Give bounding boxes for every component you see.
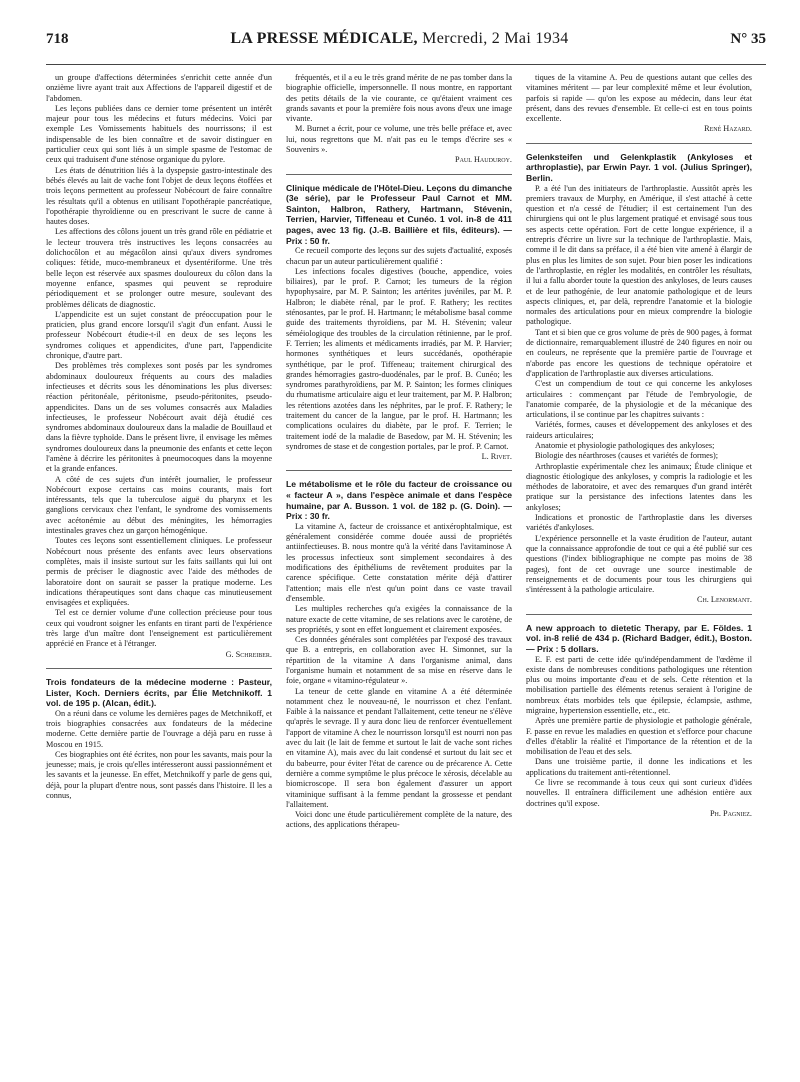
- column-1: [46, 73, 272, 831]
- issue-date: Mercredi, 2 Mai 1934: [422, 30, 569, 47]
- paragraph: Indications et pronostic de l'arthroplastie dans les diverses variétés d'ankyloses.: [526, 513, 752, 533]
- paragraph: tiques de la vitamine A. Peu de questions autant que celles des vitamines méritent — par leur complexité même et leur évolution, parfois si rapide — qu'on les expose au médecin, dans leur état présent, dans des revues d'ensemble. Et celle-ci est en tous points excellente.: [526, 73, 752, 124]
- paragraph: Voici donc une étude particulièrement complète de la nature, des actions, des applications thérapeu-: [286, 810, 512, 830]
- review-separator: [526, 614, 752, 615]
- paragraph: un groupe d'affections déterminées s'enrichit cette année d'un onzième livre ayant trait aux Affections de l'appareil digestif et de l'abdomen.: [46, 73, 272, 103]
- review-separator: [286, 470, 512, 471]
- review-signature: Paul Hauduroy.: [454, 155, 512, 165]
- paragraph: A côté de ces sujets d'un intérêt journalier, le professeur Nobécourt expose certains cas moins courants, mais fort intéressants, tels que la tuberculose aiguë du pharynx et les ganglions cervicaux chez l'enfant, le syndrome des vomissements avec acétonémie au début des méningites, les hémorragies intestinales graves chez un garçon hémogénique.: [46, 474, 272, 536]
- paragraph: Dans une troisième partie, il donne les indications et les applications du traitement anti-rétentionnel.: [526, 757, 752, 777]
- columns: [46, 73, 766, 831]
- column-3: [526, 73, 752, 831]
- paragraph: Anatomie et physiologie pathologiques des ankyloses;: [535, 440, 715, 450]
- review-signature: L. Rivet.: [481, 452, 512, 462]
- review-separator: [286, 174, 512, 175]
- review-title: Le métabolisme et le rôle du facteur de croissance ou « facteur A », dans l'espèce animale et dans l'espèce humaine, par A. Busson. 1 vol. de 182 p. (G. Doin). — Prix : 30 fr.: [286, 479, 512, 522]
- paragraph: Arthroplastie expérimentale chez les animaux; Étude clinique et diagnostic étiologique des ankyloses, y compris la radiologie et les méthodes de laboratoire, et avec des remarques d'un grand intérêt pratique sur la persistance des infections latentes dans les ankyloses;: [526, 461, 752, 512]
- column-2: [286, 73, 512, 831]
- paragraph: Tant et si bien que ce gros volume de près de 900 pages, à format de dictionnaire, remarquablement illustré de 240 figures en noir ou en couleurs, ne représente que la première partie de l'ouvrage et n'aborde pas encore les questions de technique opératoire et d'application de l'arthroplastie aux diverses articulations.: [526, 327, 752, 378]
- paragraph: fréquentés, et il a eu le très grand mérite de ne pas tomber dans la biographie officielle, impersonnelle. Il nous montre, en rapportant des petits détails de la vie courante, ce qu'étaient vraiment ces grands savants et pour la première fois nous avons d'eux une image vivante.: [286, 73, 512, 124]
- paragraph: Ces données générales sont complétées par l'exposé des travaux que B. a entrepris, en collaboration avec H. Simonnet, sur la répartition de la vitamine A dans l'organisme animal, dans l'organisme humain et notamment de sa mise en réserve dans le foie, organe « vitamino-régulateur ».: [286, 635, 512, 686]
- journal-name: LA PRESSE MÉDICALE,: [230, 30, 418, 47]
- review-signature: G. Schreiber.: [225, 649, 272, 659]
- paragraph: M. Burnet a écrit, pour ce volume, une très belle préface et, avec lui, nous regrettons que M. n'ait pas eu le temps d'écrire ses « Souvenirs ».: [286, 124, 512, 155]
- paragraph: Les multiples recherches qu'a exigées la connaissance de la nature exacte de cette vitamine, de ses relations avec le carotène, de ses propriétés, y sont en effet longuement et clairement exposées.: [286, 604, 512, 634]
- issue-number: N° 35: [730, 31, 766, 47]
- review-signature: René Hazard.: [704, 124, 752, 134]
- paragraph: Les affections des côlons jouent un très grand rôle en pédiatrie et le lecteur trouvera très instructives les leçons consacrées au dolichocôlon et au mégacôlon ainsi qu'aux divers syndromes coliques: fétide, muco-membraneux et dysentériforme. Une très belle leçon est réservée aux spasmes douloureux du côlon dans la moyenne enfance, spasmes qui peuvent se reproduire périodiquement et se prolonger outre mesure, soulevant des problèmes délicats de diagnostic.: [46, 227, 272, 309]
- paragraph: Variétés, formes, causes et développement des ankyloses et des raideurs articulaires;: [526, 420, 752, 440]
- paragraph: L'expérience personnelle et la vaste érudition de l'auteur, autant que la connaissance approfondie de tout ce qui a été publié sur ces questions (l'index bibliographique ne compte pas moins de 38 pages), font de cet ouvrage une source inestimable de renseignements et de documents pour tous les chirurgiens qui s'intéressent à la pathologie articulaire.: [526, 533, 752, 595]
- review-signature: Ph. Pagniez.: [709, 808, 752, 818]
- review-separator: [526, 143, 752, 144]
- review-signature: Ch. Lenormant.: [696, 595, 752, 605]
- page-header: [46, 30, 766, 58]
- paragraph: Ce livre se recommande à tous ceux qui sont curieux d'idées nouvelles. Il entraînera difficilement une adhésion entière aux doctrines qu'il expose.: [526, 778, 752, 808]
- paragraph: La vitamine A, facteur de croissance et antixérophtalmique, est généralement considérée comme douée aussi de propriétés antiinfectieuses. B. nous montre qu'à la vérité dans l'avitaminose A les processus infectieux sont simplement secondaires à des modifications des épithéliums de revêtement produites par la carence spécifique. Cette constatation mérite déjà d'attirer l'attention; mais elle n'est qu'un point dans ce vaste travail d'ensemble.: [286, 521, 512, 603]
- paragraph: Les leçons publiées dans ce dernier tome présentent un intérêt majeur pour tous les médecins et futurs médecins. Voici par exemple Les Vomissements habituels des nourrissons; il est indispensable de les bien connaître et de savoir distinguer en particulier ceux qui sont liés à un simple spasme de l'estomac de ceux qui traduisent d'une sténose organique du pylore.: [46, 103, 272, 165]
- header-rule: [46, 64, 766, 65]
- paragraph: Des problèmes très complexes sont posés par les syndromes abdominaux douloureux fréquents au cours des maladies infectieuses et décrits sous les dénominations les plus diverses: réaction péritonéale, péritonisme, pseudo-péritonites, pseudo-appendicites. Dans un de ses volumes consacrés aux Maladies infectieuses, le professeur Nobécourt avait déjà étudié ces syndromes abdominaux douloureux dans la maladie de Bouillaud et dans la fièvre typhoïde. Dans le présent livre, il envisage les mêmes syndromes douloureux dans la pneumonie des enfants et cette leçon l'amène à décrire les péritonites à pneumocoques dans la moyenne et la grande enfances.: [46, 361, 272, 474]
- paragraph: Ces biographies ont été écrites, non pour les savants, mais pour la jeunesse; mais, je crois qu'elles intéresseront aussi passionnément et les savants et la jeunesse. En effet, Metchnikoff y parle de gens qui, déjà, pour la plupart d'entre nous, sont passés dans l'histoire. Il les a connus,: [46, 749, 272, 801]
- paragraph: L'appendicite est un sujet constant de préoccupation pour le praticien, plus grand encore lorsqu'il s'agit d'un enfant. Aussi le professeur Nobécourt étudie-t-il en deux de ses leçons les syndromes coliques et appendicites, d'une part, l'appendicite chronique, d'autre part.: [46, 309, 272, 361]
- paragraph: Biologie des néarthroses (causes et variétés de formes);: [535, 451, 719, 461]
- paragraph: P. a été l'un des initiateurs de l'arthroplastie. Aussitôt après les premiers travaux de Murphy, en Amérique, il s'est attaché à cette question et n'a cessé de l'étudier; il est certainement l'un des chirurgiens qui ont le plus largement pratiqué et envisagé sous tous ses aspects cette opération. Fort de cette longue expérience, il a entrepris d'écrire un livre sur la technique de l'arthroplastie. Mais, comme il le dit dans sa préface, il a été bien vite amené à élargir de plus en plus les limites de son sujet. Pour bien poser les indications de l'arthroplastie, en régler les modalités, en contrôler les résultats, il lui a fallu aborder toute la question des ankyloses, de leurs causes et de leur pathogénie, de leur anatomie pathologique et de leurs aspects cliniques, et, par delà, reprendre l'anatomie et la biologie normales des articulations pour en mieux comprendre la biologie pathologique.: [526, 183, 752, 327]
- paragraph: La teneur de cette glande en vitamine A a été déterminée notamment chez le nouveau-né, le nourrisson et chez l'enfant. Faible à la naissance et pendant l'allaitement, cette teneur ne s'élève qu'après le sevrage. Il y aura donc lieu de renforcer éventuellement l'apport de vitamine A chez le nourrisson lorsqu'il est nourri non pas avec du lait (le lait de femme et surtout le lait de vache sont riches en vitamine A), mais avec du lait condensé et surtout du lait sec et du babeurre, pour éviter l'état de carence ou de précarence A. Cette dernière a comme symptôme le plus précoce le xérosis, décelable au biomicroscope. Il sera bon également d'assurer un apport vitaminique suffisant à la femme pendant la grossesse et pendant l'allaitement.: [286, 686, 512, 809]
- paragraph: Après une première partie de physiologie et pathologie générale, F. passe en revue les maladies en question et s'efforce pour chacune d'elles d'établir la réalité et l'importance de la rétention et de la mobilisation de l'eau et des sels.: [526, 716, 752, 757]
- review-separator: [46, 668, 272, 669]
- page-number: 718: [46, 31, 69, 47]
- review-title: A new approach to dietetic Therapy, par E. Földes. 1 vol. in-8 relié de 434 p. (Richard Badger, édit.), Boston. — Prix : 5 dollars.: [526, 622, 752, 654]
- review-title: Clinique médicale de l'Hôtel-Dieu. Leçons du dimanche (3e série), par le Professeur Paul Carnot et MM. Sainton, Halbron, Rathery, Hartmann, Stévenin, Terrien, Harvier, Tiffeneau et Cunéo. 1 vol. in-8 de 411 pages, avec 13 fig. (J.-B. Baillière et fils, éditeurs). — Prix : 50 fr.: [286, 182, 512, 246]
- masthead: [230, 30, 568, 48]
- paragraph: On a réuni dans ce volume les dernières pages de Metchnikoff, et trois biographies consacrées aux fondateurs de la médecine moderne. Cette dernière partie de l'ouvrage a déjà paru en russe à Moscou en 1915.: [46, 708, 272, 749]
- paragraph: Tel est ce dernier volume d'une collection précieuse pour tous ceux qui voudront soigner les enfants en tirant parti de l'expérience très large d'un maître dont l'enseignement est particulièrement apprécié en France et à l'étranger.: [46, 608, 272, 649]
- review-title: Trois fondateurs de la médecine moderne : Pasteur, Lister, Koch. Derniers écrits, par Élie Metchnikoff. 1 vol. de 195 p. (Alcan, édit.).: [46, 676, 272, 709]
- paragraph: E. F. est parti de cette idée qu'indépendamment de l'œdème il existe dans de nombreuses conditions pathologiques une rétention plus ou moins importante d'eau et de sels. Cette rétention et la mobilisation partielle des éléments retenus seraient à l'origine de nombreux états morbides tels que épilepsie, éclampsie, asthme, migraine, hypertension essentielle, etc., etc.: [526, 654, 752, 715]
- paragraph: C'est un compendium de tout ce qui concerne les ankyloses articulaires : commençant par l'étude de l'embryologie, de l'anatomie comparée, de la physiologie et de la mécanique des articulations, il se continue par les chapitres suivants :: [526, 379, 752, 420]
- review-title: Gelenksteifen und Gelenkplastik (Ankyloses et arthroplastie), par Erwin Payr. 1 vol. (Julius Springer), Berlin.: [526, 151, 752, 183]
- paragraph: Les infections focales digestives (bouche, appendice, voies biliaires), par le prof. P. Carnot; les tumeurs de la région hypophysaire, par M. P. Sainton; les artérites juvéniles, par M. P. Halbron; le diabète rénal, par le prof. F. Rathery; les rectites sténosantes, par le prof. H. Hartmann; le métabolisme basal comme guide des traitements thyroïdiens, par M. H. Stévenin; valeur séméiologique des troubles de la circulation rétinienne, par le prof. F. Terrien; les aliments et médicaments irradiés, par M. P. Harvier; hormones synthétiques et leurs succédanés, opothérapie synthétique, par le prof. Tiffeneau; traitement chirurgical des grandes hémorragies gastro-duodénales, par le prof. B. Cunéo; les syndromes parathyroïdiens, par M. P. Sainton; les formes cliniques du rhumatisme articulaire aigu et leur traitement, par M. P. Halbron; les rétentions azotées dans les néphrites, par le prof. F. Rathery; le traitement du cancer de la langue, par le prof. H. Hartmann; les complications oculaires du diabète, par le prof. F. Terrien; le traitement iodé de la maladie de Basedow, par M. H. Stévenin; les syndromes de stase et de congestion portales, par le prof. P. Carnot.: [286, 266, 512, 451]
- paragraph: Toutes ces leçons sont essentiellement cliniques. Le professeur Nobécourt nous présente des enfants avec leurs observations complètes, mais il insiste surtout sur les faits saillants qui lui ont permis de préciser le diagnostic avec l'aide des méthodes de laboratoire dont on saurait se passer la pratique moderne. Les indications thérapeutiques sont dans chaque cas minutieusement envisagées et expliquées.: [46, 536, 272, 608]
- paragraph: Ce recueil comporte des leçons sur des sujets d'actualité, exposés chacun par un auteur particulièrement qualifié :: [286, 246, 512, 266]
- paragraph: Les états de dénutrition liés à la dyspepsie gastro-intestinale des bébés élevés au lait de vache font l'objet de deux leçons étoffées et trois leçons permettent au professeur Nobécourt de faire connaître les résultats qu'il a obtenus en utilisant l'opothérapie pancréatique, l'opothérapie thyroïdienne ou en prescrivant le sucre de canne à hautes doses.: [46, 165, 272, 227]
